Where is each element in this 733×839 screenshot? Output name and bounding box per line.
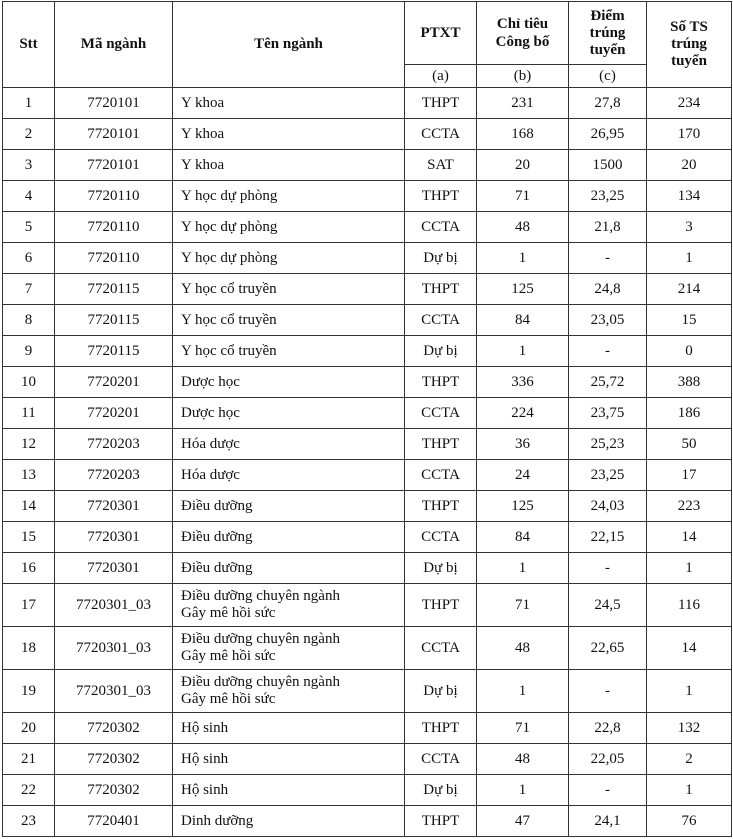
cell-ptxt: THPT xyxy=(405,713,477,744)
ten-nganh-line1: Y học cổ truyền xyxy=(181,342,277,359)
ten-nganh-line1: Y học dự phòng xyxy=(181,187,278,204)
cell-stt: 19 xyxy=(3,670,55,713)
ten-nganh-line1: Y học cổ truyền xyxy=(181,280,277,297)
ten-nganh-line1: Điều dưỡng xyxy=(181,559,253,576)
ten-nganh-line2: Gây mê hồi sức xyxy=(181,648,276,664)
cell-ten-nganh xyxy=(173,88,405,119)
cell-diem: 23,75 xyxy=(569,398,647,429)
table-row xyxy=(3,806,732,837)
cell-ptxt: CCTA xyxy=(405,744,477,775)
header-ptxt: PTXT xyxy=(405,2,477,65)
cell-chi-tieu: 1 xyxy=(477,670,569,713)
cell-stt: 7 xyxy=(3,274,55,305)
cell-ten-nganh xyxy=(173,522,405,553)
cell-stt: 21 xyxy=(3,744,55,775)
cell-ptxt: Dự bị xyxy=(405,243,477,274)
cell-ten-nganh xyxy=(173,584,405,627)
header-ten-nganh: Tên ngành xyxy=(173,2,405,88)
header-chi-tieu-line2: Công bố xyxy=(495,34,550,50)
cell-stt: 22 xyxy=(3,775,55,806)
ten-nganh-line1: Y học dự phòng xyxy=(181,218,278,235)
table-row xyxy=(3,522,732,553)
cell-ma-nganh: 7720302 xyxy=(55,775,173,806)
cell-ma-nganh: 7720101 xyxy=(55,150,173,181)
cell-chi-tieu: 231 xyxy=(477,88,569,119)
cell-stt: 4 xyxy=(3,181,55,212)
cell-ten-nganh xyxy=(173,670,405,713)
cell-ptxt: CCTA xyxy=(405,212,477,243)
cell-stt: 16 xyxy=(3,553,55,584)
cell-diem: - xyxy=(569,670,647,713)
cell-ptxt: CCTA xyxy=(405,627,477,670)
cell-chi-tieu: 20 xyxy=(477,150,569,181)
header-ma-nganh: Mã ngành xyxy=(55,2,173,88)
cell-ptxt: THPT xyxy=(405,274,477,305)
cell-diem: 27,8 xyxy=(569,88,647,119)
table-row xyxy=(3,584,732,627)
ten-nganh-line1: Điều dưỡng xyxy=(181,528,253,545)
table-row xyxy=(3,88,732,119)
cell-diem: 24,8 xyxy=(569,274,647,305)
cell-ma-nganh: 7720203 xyxy=(55,460,173,491)
cell-diem: 24,1 xyxy=(569,806,647,837)
cell-stt: 10 xyxy=(3,367,55,398)
cell-chi-tieu: 36 xyxy=(477,429,569,460)
cell-ma-nganh: 7720301 xyxy=(55,522,173,553)
cell-diem: 22,65 xyxy=(569,627,647,670)
ten-nganh-line1: Dược học xyxy=(181,404,240,421)
cell-chi-tieu: 1 xyxy=(477,553,569,584)
cell-ten-nganh xyxy=(173,367,405,398)
cell-ten-nganh xyxy=(173,336,405,367)
cell-so-ts: 14 xyxy=(647,522,732,553)
cell-diem: - xyxy=(569,553,647,584)
cell-ma-nganh: 7720301_03 xyxy=(55,670,173,713)
header-sub-b: (b) xyxy=(477,65,569,88)
table-row xyxy=(3,336,732,367)
table-row xyxy=(3,243,732,274)
cell-ten-nganh xyxy=(173,305,405,336)
cell-diem: 24,5 xyxy=(569,584,647,627)
cell-stt: 17 xyxy=(3,584,55,627)
ten-nganh-line1: Điều dưỡng chuyên ngành xyxy=(181,588,340,604)
cell-ma-nganh: 7720110 xyxy=(55,181,173,212)
cell-so-ts: 234 xyxy=(647,88,732,119)
cell-chi-tieu: 84 xyxy=(477,305,569,336)
ten-nganh-line2: Gây mê hồi sức xyxy=(181,691,276,707)
table-row xyxy=(3,491,732,522)
cell-chi-tieu: 125 xyxy=(477,274,569,305)
ten-nganh-line1: Hộ sinh xyxy=(181,750,229,767)
cell-so-ts: 0 xyxy=(647,336,732,367)
header-so-ts-line1: Số TS xyxy=(670,19,708,35)
cell-ma-nganh: 7720110 xyxy=(55,243,173,274)
cell-so-ts: 2 xyxy=(647,744,732,775)
cell-ma-nganh: 7720203 xyxy=(55,429,173,460)
cell-ma-nganh: 7720302 xyxy=(55,713,173,744)
cell-ma-nganh: 7720115 xyxy=(55,336,173,367)
cell-ten-nganh xyxy=(173,243,405,274)
table-row xyxy=(3,305,732,336)
cell-so-ts: 134 xyxy=(647,181,732,212)
cell-chi-tieu: 24 xyxy=(477,460,569,491)
cell-chi-tieu: 48 xyxy=(477,212,569,243)
header-row xyxy=(3,2,732,65)
ten-nganh-line1: Điều dưỡng chuyên ngành xyxy=(181,674,340,690)
ten-nganh-line1: Hộ sinh xyxy=(181,719,229,736)
cell-ten-nganh xyxy=(173,744,405,775)
cell-so-ts: 132 xyxy=(647,713,732,744)
ten-nganh-line1: Y học dự phòng xyxy=(181,249,278,266)
ten-nganh-line1: Hộ sinh xyxy=(181,781,229,798)
cell-diem: 24,03 xyxy=(569,491,647,522)
cell-ma-nganh: 7720301_03 xyxy=(55,584,173,627)
cell-diem: 23,05 xyxy=(569,305,647,336)
cell-chi-tieu: 71 xyxy=(477,713,569,744)
cell-stt: 14 xyxy=(3,491,55,522)
cell-ptxt: CCTA xyxy=(405,305,477,336)
cell-chi-tieu: 168 xyxy=(477,119,569,150)
cell-ptxt: Dự bị xyxy=(405,336,477,367)
cell-stt: 6 xyxy=(3,243,55,274)
cell-stt: 12 xyxy=(3,429,55,460)
cell-stt: 9 xyxy=(3,336,55,367)
cell-diem: - xyxy=(569,775,647,806)
cell-chi-tieu: 1 xyxy=(477,243,569,274)
cell-diem: 26,95 xyxy=(569,119,647,150)
cell-stt: 1 xyxy=(3,88,55,119)
ten-nganh-line1: Điều dưỡng chuyên ngành xyxy=(181,631,340,647)
cell-ten-nganh xyxy=(173,274,405,305)
cell-so-ts: 1 xyxy=(647,670,732,713)
table-row xyxy=(3,744,732,775)
cell-so-ts: 223 xyxy=(647,491,732,522)
cell-ma-nganh: 7720301_03 xyxy=(55,627,173,670)
cell-ma-nganh: 7720401 xyxy=(55,806,173,837)
cell-ptxt: CCTA xyxy=(405,460,477,491)
header-diem-line3: tuyển xyxy=(589,41,626,58)
cell-ptxt: CCTA xyxy=(405,119,477,150)
table-row xyxy=(3,775,732,806)
cell-so-ts: 14 xyxy=(647,627,732,670)
cell-ten-nganh xyxy=(173,429,405,460)
cell-ma-nganh: 7720115 xyxy=(55,274,173,305)
cell-diem: 25,23 xyxy=(569,429,647,460)
cell-ptxt: CCTA xyxy=(405,398,477,429)
cell-chi-tieu: 48 xyxy=(477,744,569,775)
cell-chi-tieu: 71 xyxy=(477,584,569,627)
cell-ptxt: CCTA xyxy=(405,522,477,553)
cell-ten-nganh xyxy=(173,181,405,212)
cell-ma-nganh: 7720101 xyxy=(55,88,173,119)
ten-nganh-line1: Y học cổ truyền xyxy=(181,311,277,328)
cell-diem: 23,25 xyxy=(569,181,647,212)
cell-ma-nganh: 7720115 xyxy=(55,305,173,336)
cell-stt: 8 xyxy=(3,305,55,336)
cell-so-ts: 186 xyxy=(647,398,732,429)
cell-ptxt: Dự bị xyxy=(405,553,477,584)
cell-so-ts: 3 xyxy=(647,212,732,243)
table-row xyxy=(3,398,732,429)
table-row xyxy=(3,119,732,150)
table-row xyxy=(3,713,732,744)
cell-diem: - xyxy=(569,243,647,274)
cell-ma-nganh: 7720301 xyxy=(55,491,173,522)
cell-ptxt: THPT xyxy=(405,88,477,119)
header-so-ts-line2: trúng xyxy=(671,36,707,52)
cell-so-ts: 1 xyxy=(647,553,732,584)
cell-diem: 22,05 xyxy=(569,744,647,775)
table-row xyxy=(3,367,732,398)
cell-stt: 13 xyxy=(3,460,55,491)
cell-ma-nganh: 7720201 xyxy=(55,398,173,429)
cell-chi-tieu: 1 xyxy=(477,775,569,806)
ten-nganh-line1: Hóa dược xyxy=(181,435,240,452)
cell-diem: 21,8 xyxy=(569,212,647,243)
cell-chi-tieu: 84 xyxy=(477,522,569,553)
cell-ptxt: THPT xyxy=(405,367,477,398)
cell-chi-tieu: 47 xyxy=(477,806,569,837)
cell-ptxt: THPT xyxy=(405,181,477,212)
cell-chi-tieu: 71 xyxy=(477,181,569,212)
cell-so-ts: 76 xyxy=(647,806,732,837)
ten-nganh-line1: Y khoa xyxy=(181,156,225,173)
cell-so-ts: 170 xyxy=(647,119,732,150)
cell-ptxt: THPT xyxy=(405,584,477,627)
cell-chi-tieu: 224 xyxy=(477,398,569,429)
table-row xyxy=(3,627,732,670)
header-diem xyxy=(569,2,647,65)
cell-ma-nganh: 7720201 xyxy=(55,367,173,398)
cell-ptxt: Dự bị xyxy=(405,670,477,713)
cell-ten-nganh xyxy=(173,775,405,806)
table-row xyxy=(3,460,732,491)
ten-nganh-line1: Y khoa xyxy=(181,125,225,142)
cell-ptxt: Dự bị xyxy=(405,775,477,806)
cell-ptxt: THPT xyxy=(405,806,477,837)
cell-so-ts: 50 xyxy=(647,429,732,460)
cell-chi-tieu: 48 xyxy=(477,627,569,670)
table-row xyxy=(3,274,732,305)
cell-ma-nganh: 7720110 xyxy=(55,212,173,243)
header-chi-tieu xyxy=(477,2,569,65)
header-diem-line1: Điểm xyxy=(590,7,625,24)
cell-diem: 22,15 xyxy=(569,522,647,553)
ten-nganh-line2: Gây mê hồi sức xyxy=(181,605,276,621)
cell-ptxt: THPT xyxy=(405,429,477,460)
cell-diem: 23,25 xyxy=(569,460,647,491)
cell-diem: - xyxy=(569,336,647,367)
cell-ma-nganh: 7720101 xyxy=(55,119,173,150)
cell-so-ts: 388 xyxy=(647,367,732,398)
ten-nganh-line1: Dinh dưỡng xyxy=(181,812,254,829)
cell-diem: 25,72 xyxy=(569,367,647,398)
cell-so-ts: 17 xyxy=(647,460,732,491)
cell-ten-nganh xyxy=(173,806,405,837)
cell-so-ts: 214 xyxy=(647,274,732,305)
table-body xyxy=(3,88,732,837)
table-row xyxy=(3,429,732,460)
admission-results-table xyxy=(2,1,732,837)
ten-nganh-line1: Dược học xyxy=(181,373,240,390)
cell-so-ts: 15 xyxy=(647,305,732,336)
header-chi-tieu-line1: Chỉ tiêu xyxy=(496,16,549,32)
cell-stt: 3 xyxy=(3,150,55,181)
cell-stt: 23 xyxy=(3,806,55,837)
cell-stt: 11 xyxy=(3,398,55,429)
ten-nganh-line1: Hóa dược xyxy=(181,466,240,483)
cell-so-ts: 1 xyxy=(647,775,732,806)
ten-nganh-line1: Y khoa xyxy=(181,94,225,111)
cell-stt: 18 xyxy=(3,627,55,670)
cell-ptxt: SAT xyxy=(405,150,477,181)
table-row xyxy=(3,181,732,212)
cell-ten-nganh xyxy=(173,553,405,584)
cell-so-ts: 20 xyxy=(647,150,732,181)
cell-diem: 1500 xyxy=(569,150,647,181)
cell-ten-nganh xyxy=(173,460,405,491)
cell-ma-nganh: 7720301 xyxy=(55,553,173,584)
table-row xyxy=(3,150,732,181)
header-stt: Stt xyxy=(3,2,55,88)
table-row xyxy=(3,212,732,243)
cell-stt: 2 xyxy=(3,119,55,150)
cell-ma-nganh: 7720302 xyxy=(55,744,173,775)
cell-chi-tieu: 336 xyxy=(477,367,569,398)
cell-stt: 15 xyxy=(3,522,55,553)
header-diem-line2: trúng xyxy=(589,24,626,41)
cell-ten-nganh xyxy=(173,150,405,181)
cell-chi-tieu: 1 xyxy=(477,336,569,367)
cell-ten-nganh xyxy=(173,398,405,429)
cell-so-ts: 116 xyxy=(647,584,732,627)
cell-diem: 22,8 xyxy=(569,713,647,744)
cell-ten-nganh xyxy=(173,119,405,150)
header-sub-c: (c) xyxy=(569,65,647,88)
cell-ten-nganh xyxy=(173,212,405,243)
ten-nganh-line1: Điều dưỡng xyxy=(181,497,253,514)
cell-ptxt: THPT xyxy=(405,491,477,522)
cell-ten-nganh xyxy=(173,627,405,670)
cell-so-ts: 1 xyxy=(647,243,732,274)
header-so-ts xyxy=(647,2,732,88)
table-row xyxy=(3,553,732,584)
table-row xyxy=(3,670,732,713)
header-sub-a: (a) xyxy=(405,65,477,88)
cell-stt: 5 xyxy=(3,212,55,243)
cell-stt: 20 xyxy=(3,713,55,744)
cell-ten-nganh xyxy=(173,491,405,522)
header-so-ts-line3: tuyển xyxy=(671,53,707,69)
cell-ten-nganh xyxy=(173,713,405,744)
cell-chi-tieu: 125 xyxy=(477,491,569,522)
